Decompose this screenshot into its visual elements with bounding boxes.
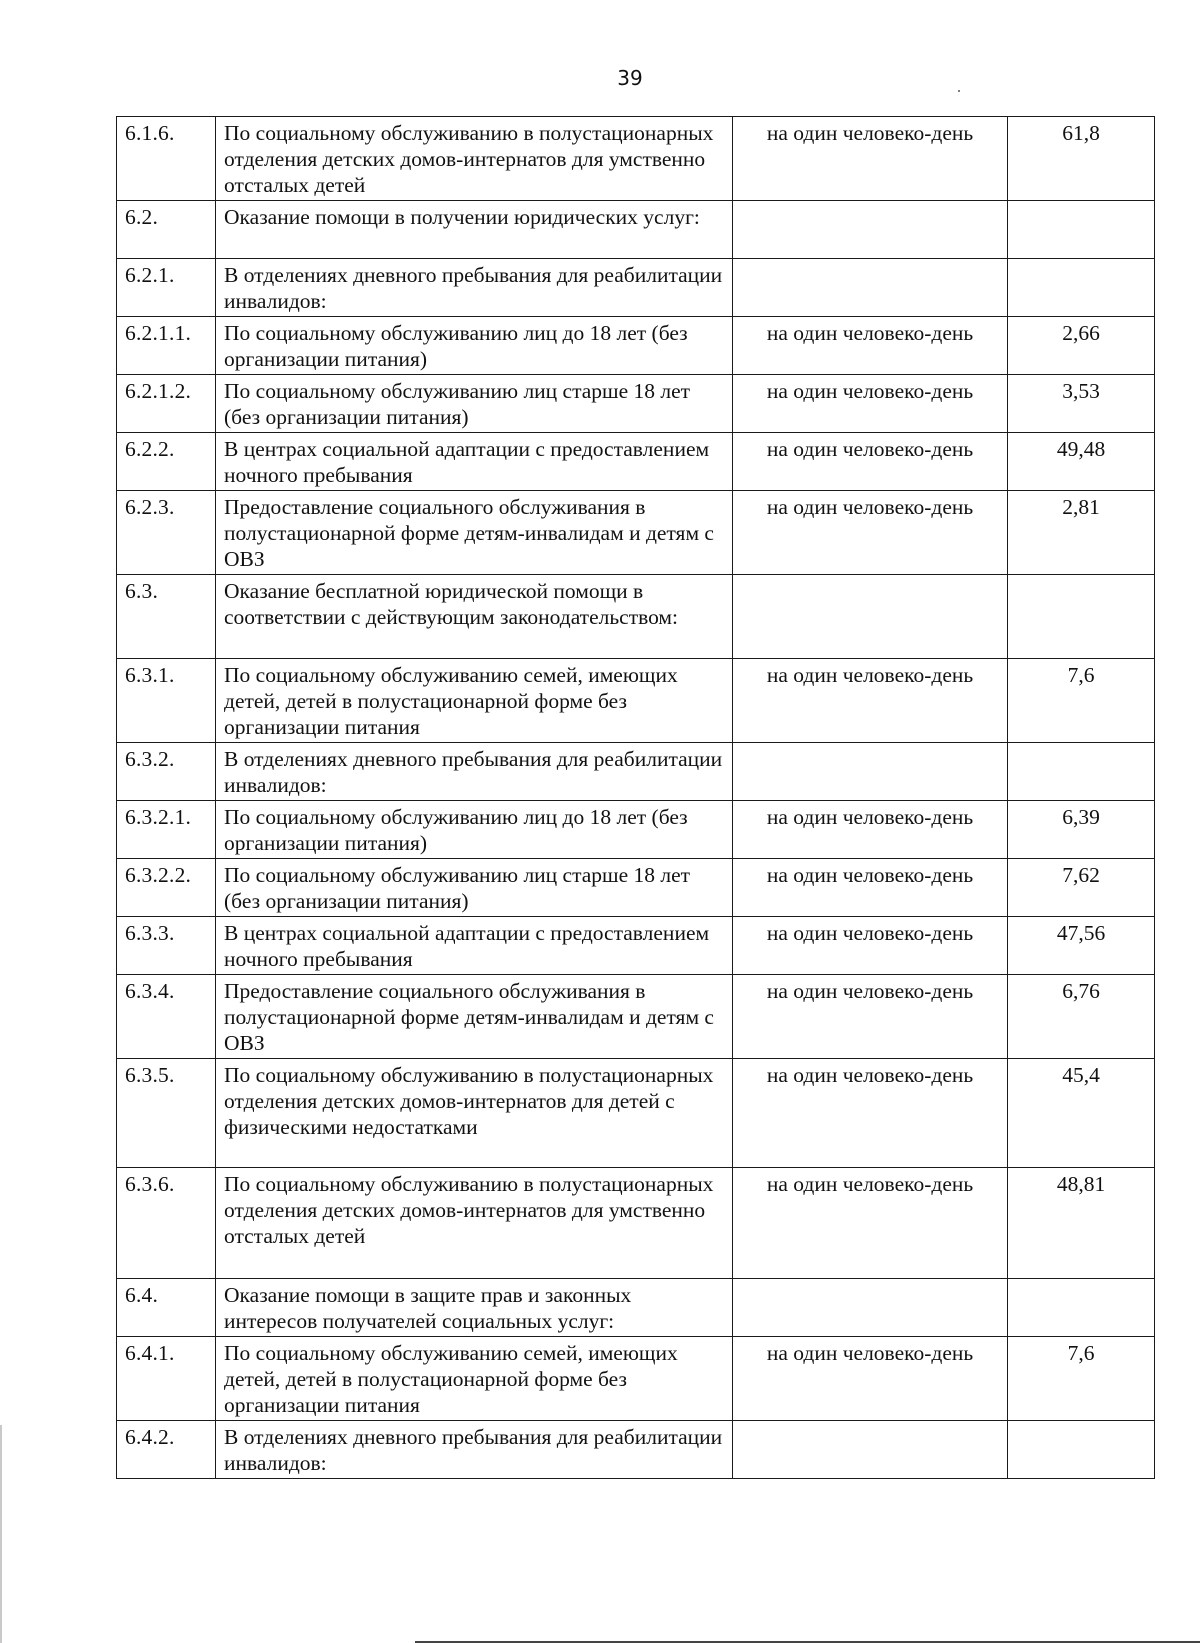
row-description: Предоставление социального обслуживания в полустационарной форме детям-инвалидам и детям с ОВЗ xyxy=(216,491,733,575)
row-description: Оказание помощи в получении юридических услуг: xyxy=(216,201,733,259)
row-unit: на один человеко-день xyxy=(733,1059,1008,1168)
row-description: Оказание помощи в защите прав и законных интересов получателей социальных услуг: xyxy=(216,1279,733,1337)
row-value: 47,56 xyxy=(1008,917,1155,975)
row-number: 6.4.1. xyxy=(117,1337,216,1421)
table-row xyxy=(117,1421,1155,1479)
table-row xyxy=(117,259,1155,317)
table-row xyxy=(117,975,1155,1059)
table-row xyxy=(117,201,1155,259)
row-unit: на один человеко-день xyxy=(733,1337,1008,1421)
row-description: По социальному обслуживанию лиц старше 18 лет (без организации питания) xyxy=(216,375,733,433)
row-unit: на один человеко-день xyxy=(733,117,1008,201)
row-value: 61,8 xyxy=(1008,117,1155,201)
row-description: В центрах социальной адаптации с предоставлением ночного пребывания xyxy=(216,433,733,491)
row-description: По социальному обслуживанию лиц до 18 лет (без организации питания) xyxy=(216,801,733,859)
row-unit: на один человеко-день xyxy=(733,859,1008,917)
row-number: 6.4. xyxy=(117,1279,216,1337)
row-number: 6.3.1. xyxy=(117,659,216,743)
row-value xyxy=(1008,201,1155,259)
row-unit: на один человеко-день xyxy=(733,317,1008,375)
table-row xyxy=(117,659,1155,743)
row-number: 6.3.2. xyxy=(117,743,216,801)
row-value: 6,76 xyxy=(1008,975,1155,1059)
table-row xyxy=(117,1279,1155,1337)
row-unit: на один человеко-день xyxy=(733,917,1008,975)
row-value: 7,6 xyxy=(1008,1337,1155,1421)
row-number: 6.3.2.1. xyxy=(117,801,216,859)
row-description: По социальному обслуживанию семей, имеющих детей, детей в полустационарной форме без организации питания xyxy=(216,659,733,743)
row-unit: на один человеко-день xyxy=(733,659,1008,743)
row-unit: на один человеко-день xyxy=(733,375,1008,433)
row-description: По социальному обслуживанию лиц до 18 лет (без организации питания) xyxy=(216,317,733,375)
table-row xyxy=(117,801,1155,859)
row-value xyxy=(1008,743,1155,801)
table-row xyxy=(117,433,1155,491)
row-value xyxy=(1008,259,1155,317)
page-number: 39 xyxy=(617,66,643,90)
row-unit xyxy=(733,1279,1008,1337)
row-number: 6.2.1.1. xyxy=(117,317,216,375)
row-description: По социальному обслуживанию лиц старше 18 лет (без организации питания) xyxy=(216,859,733,917)
row-number: 6.3.2.2. xyxy=(117,859,216,917)
row-value: 6,39 xyxy=(1008,801,1155,859)
row-value xyxy=(1008,1279,1155,1337)
row-unit xyxy=(733,1421,1008,1479)
row-number: 6.3.4. xyxy=(117,975,216,1059)
row-number: 6.2.3. xyxy=(117,491,216,575)
row-number: 6.1.6. xyxy=(117,117,216,201)
row-number: 6.2.1. xyxy=(117,259,216,317)
row-description: В отделениях дневного пребывания для реабилитации инвалидов: xyxy=(216,259,733,317)
row-value: 2,81 xyxy=(1008,491,1155,575)
table-row xyxy=(117,1168,1155,1279)
row-number: 6.2. xyxy=(117,201,216,259)
row-unit: на один человеко-день xyxy=(733,433,1008,491)
row-description: По социальному обслуживанию в полустационарных отделения детских домов-интернатов для умственно отсталых детей xyxy=(216,1168,733,1279)
table-row xyxy=(117,117,1155,201)
table-row xyxy=(117,375,1155,433)
table-row xyxy=(117,859,1155,917)
tariff-table xyxy=(116,116,1155,1479)
row-value xyxy=(1008,575,1155,659)
row-unit xyxy=(733,743,1008,801)
row-description: По социальному обслуживанию в полустационарных отделения детских домов-интернатов для детей с физическими недостатками xyxy=(216,1059,733,1168)
row-unit: на один человеко-день xyxy=(733,1168,1008,1279)
row-value: 48,81 xyxy=(1008,1168,1155,1279)
row-number: 6.3. xyxy=(117,575,216,659)
row-unit xyxy=(733,201,1008,259)
row-description: Предоставление социального обслуживания в полустационарной форме детям-инвалидам и детям с ОВЗ xyxy=(216,975,733,1059)
row-description: В центрах социальной адаптации с предоставлением ночного пребывания xyxy=(216,917,733,975)
table-row xyxy=(117,743,1155,801)
row-description: По социальному обслуживанию семей, имеющих детей, детей в полустационарной форме без организации питания xyxy=(216,1337,733,1421)
scan-speck xyxy=(958,90,960,92)
table-row xyxy=(117,317,1155,375)
table-row xyxy=(117,917,1155,975)
row-unit: на один человеко-день xyxy=(733,801,1008,859)
table-row xyxy=(117,575,1155,659)
row-number: 6.2.2. xyxy=(117,433,216,491)
row-number: 6.4.2. xyxy=(117,1421,216,1479)
table-row xyxy=(117,1059,1155,1168)
row-unit: на один человеко-день xyxy=(733,975,1008,1059)
table-body xyxy=(117,117,1155,1479)
row-description: По социальному обслуживанию в полустационарных отделения детских домов-интернатов для умственно отсталых детей xyxy=(216,117,733,201)
row-value: 45,4 xyxy=(1008,1059,1155,1168)
row-value: 3,53 xyxy=(1008,375,1155,433)
row-number: 6.3.5. xyxy=(117,1059,216,1168)
row-value: 7,62 xyxy=(1008,859,1155,917)
row-unit: на один человеко-день xyxy=(733,491,1008,575)
row-value: 49,48 xyxy=(1008,433,1155,491)
row-number: 6.2.1.2. xyxy=(117,375,216,433)
row-number: 6.3.3. xyxy=(117,917,216,975)
row-value xyxy=(1008,1421,1155,1479)
table-row xyxy=(117,491,1155,575)
row-description: В отделениях дневного пребывания для реабилитации инвалидов: xyxy=(216,743,733,801)
scan-edge-shadow xyxy=(0,1425,2,1643)
row-description: В отделениях дневного пребывания для реабилитации инвалидов: xyxy=(216,1421,733,1479)
row-unit xyxy=(733,575,1008,659)
row-number: 6.3.6. xyxy=(117,1168,216,1279)
row-unit xyxy=(733,259,1008,317)
row-description: Оказание бесплатной юридической помощи в соответствии с действующим законодательством: xyxy=(216,575,733,659)
row-value: 7,6 xyxy=(1008,659,1155,743)
table-row xyxy=(117,1337,1155,1421)
row-value: 2,66 xyxy=(1008,317,1155,375)
